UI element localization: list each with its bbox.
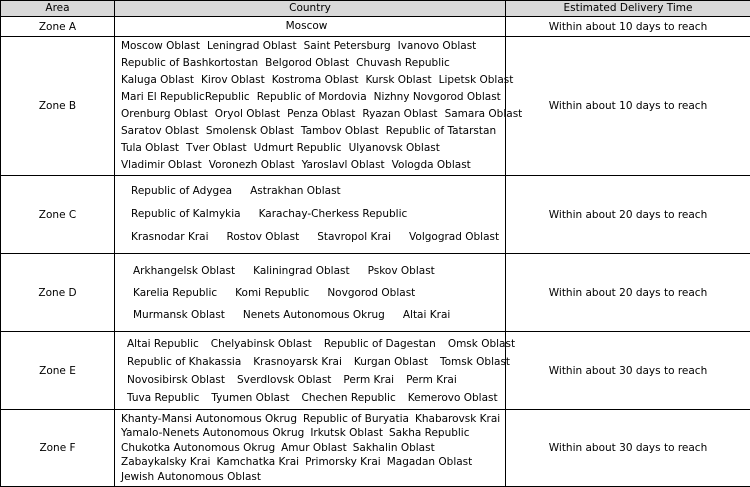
header-delivery-time: Estimated Delivery Time — [506, 1, 750, 17]
country-name: Amur Oblast — [281, 442, 347, 454]
country-name: Voronezh Oblast — [209, 159, 295, 171]
country-name: Tyumen Oblast — [211, 392, 289, 404]
country-name: Kurgan Oblast — [354, 356, 428, 368]
country-name: Kamchatka Krai — [216, 456, 299, 468]
country-line — [121, 371, 499, 389]
country-line — [121, 72, 499, 89]
country-name: Sverdlovsk Oblast — [237, 374, 331, 386]
country-list — [115, 37, 506, 176]
country-name: Republic of Kalmykia — [131, 208, 241, 220]
country-name: Arkhangelsk Oblast — [133, 265, 235, 277]
country-name: Stavropol Krai — [317, 231, 391, 243]
country-name: Tver Oblast — [186, 142, 247, 154]
country-name: Saint Petersburg — [304, 40, 391, 52]
country-name: Karachay-Cherkess Republic — [259, 208, 408, 220]
country-line — [121, 226, 499, 249]
country-name: Volgograd Oblast — [409, 231, 499, 243]
country-line — [121, 18, 499, 35]
header-row — [1, 1, 750, 17]
country-line — [121, 282, 499, 304]
country-name: Moscow — [286, 20, 328, 32]
country-name: Udmurt Republic — [254, 142, 342, 154]
country-name: Penza Oblast — [287, 108, 355, 120]
delivery-time: Within about 30 days to reach — [506, 332, 750, 410]
country-name: Rostov Oblast — [227, 231, 300, 243]
zone-label: Zone A — [1, 17, 115, 37]
country-name: Kursk Oblast — [366, 74, 432, 86]
country-list — [115, 17, 506, 37]
country-name: Leningrad Oblast — [207, 40, 297, 52]
zone-row-e — [1, 332, 750, 410]
country-name: Jewish Autonomous Oblast — [121, 471, 261, 483]
country-name: Chechen Republic — [302, 392, 396, 404]
zone-row-b — [1, 37, 750, 176]
zone-label: Zone C — [1, 176, 115, 254]
country-name: Murmansk Oblast — [133, 309, 225, 321]
delivery-time: Within about 20 days to reach — [506, 176, 750, 254]
country-name: Republic of Mordovia — [257, 91, 367, 103]
country-line — [121, 203, 499, 226]
country-name: Magadan Oblast — [387, 456, 473, 468]
country-line — [121, 441, 499, 456]
zone-label: Zone B — [1, 37, 115, 176]
delivery-time: Within about 10 days to reach — [506, 17, 750, 37]
country-name: Novosibirsk Oblast — [127, 374, 225, 386]
country-line — [121, 304, 499, 326]
country-line — [121, 426, 499, 441]
zone-row-f — [1, 410, 750, 487]
zone-label: Zone E — [1, 332, 115, 410]
country-name: Pskov Oblast — [368, 265, 435, 277]
country-name: Kemerovo Oblast — [408, 392, 498, 404]
country-name: Tomsk Oblast — [440, 356, 510, 368]
country-line — [121, 470, 499, 485]
country-line — [121, 55, 499, 72]
country-name: Zabaykalsky Krai — [121, 456, 210, 468]
country-name: Khabarovsk Krai — [415, 413, 500, 425]
country-name: Altai Republic — [127, 338, 199, 350]
country-name: Krasnodar Krai — [131, 231, 209, 243]
delivery-time: Within about 20 days to reach — [506, 254, 750, 332]
country-name: Ulyanovsk Oblast — [349, 142, 440, 154]
country-name: Ivanovo Oblast — [398, 40, 477, 52]
country-name: Republic of Bashkortostan — [121, 57, 258, 69]
country-name: Kaluga Oblast — [121, 74, 194, 86]
country-name: Ryazan Oblast — [362, 108, 437, 120]
country-name: Vladimir Oblast — [121, 159, 202, 171]
country-line — [121, 260, 499, 282]
country-name: Nenets Autonomous Okrug — [243, 309, 385, 321]
country-name: Krasnoyarsk Krai — [253, 356, 342, 368]
country-name: Sakhalin Oblast — [353, 442, 435, 454]
country-name: Perm Krai — [406, 374, 457, 386]
country-name: Novgorod Oblast — [327, 287, 415, 299]
zone-row-c — [1, 176, 750, 254]
country-line — [121, 335, 499, 353]
country-line — [121, 157, 499, 174]
zone-label: Zone D — [1, 254, 115, 332]
country-line — [121, 412, 499, 427]
country-name: Chelyabinsk Oblast — [211, 338, 312, 350]
country-name: Primorsky Krai — [305, 456, 381, 468]
zone-row-d — [1, 254, 750, 332]
country-name: Nizhny Novgorod Oblast — [374, 91, 501, 103]
country-name: Omsk Oblast — [448, 338, 515, 350]
country-name: Perm Krai — [343, 374, 394, 386]
country-name: Smolensk Oblast — [206, 125, 294, 137]
country-line — [121, 89, 499, 106]
zone-row-a — [1, 17, 750, 37]
delivery-time: Within about 30 days to reach — [506, 410, 750, 487]
country-name: Chukotka Autonomous Okrug — [121, 442, 275, 454]
country-name: Republic of Tatarstan — [386, 125, 496, 137]
country-name: Komi Republic — [235, 287, 309, 299]
country-name: Yaroslavl Oblast — [302, 159, 385, 171]
country-name: Chuvash Republic — [356, 57, 450, 69]
country-line — [121, 455, 499, 470]
country-name: Altai Krai — [403, 309, 450, 321]
country-name: Oryol Oblast — [215, 108, 280, 120]
country-name: Moscow Oblast — [121, 40, 200, 52]
delivery-time: Within about 10 days to reach — [506, 37, 750, 176]
country-line — [121, 353, 499, 371]
country-name: Orenburg Oblast — [121, 108, 208, 120]
country-line — [121, 140, 499, 157]
country-name: Sakha Republic — [389, 427, 469, 439]
country-list — [115, 332, 506, 410]
country-name: Republic of Adygea — [131, 185, 232, 197]
country-name: Republic of Khakassia — [127, 356, 241, 368]
country-name: Tambov Oblast — [301, 125, 379, 137]
country-list — [115, 254, 506, 332]
country-name: Tuva Republic — [127, 392, 199, 404]
country-line — [121, 38, 499, 55]
header-area: Area — [1, 1, 115, 17]
country-name: Irkutsk Oblast — [310, 427, 383, 439]
zone-label: Zone F — [1, 410, 115, 487]
country-line — [121, 106, 499, 123]
country-name: Astrakhan Oblast — [250, 185, 341, 197]
country-name: Karelia Republic — [133, 287, 217, 299]
country-name: Republic of Buryatia — [303, 413, 409, 425]
country-name: Samara Oblast — [445, 108, 523, 120]
country-name: Tula Oblast — [121, 142, 179, 154]
country-list — [115, 410, 506, 487]
country-line — [121, 389, 499, 407]
country-name: Vologda Oblast — [392, 159, 471, 171]
country-name: Mari El RepublicRepublic — [121, 91, 250, 103]
country-name: Republic of Dagestan — [324, 338, 436, 350]
country-line — [121, 180, 499, 203]
country-line — [121, 123, 499, 140]
country-name: Lipetsk Oblast — [439, 74, 514, 86]
country-name: Kirov Oblast — [201, 74, 265, 86]
country-list — [115, 176, 506, 254]
country-name: Kostroma Oblast — [272, 74, 359, 86]
country-name: Khanty-Mansi Autonomous Okrug — [121, 413, 297, 425]
country-name: Belgorod Oblast — [265, 57, 349, 69]
country-name: Yamalo-Nenets Autonomous Okrug — [121, 427, 304, 439]
country-name: Kaliningrad Oblast — [253, 265, 349, 277]
country-name: Saratov Oblast — [121, 125, 199, 137]
header-country: Country — [115, 1, 506, 17]
